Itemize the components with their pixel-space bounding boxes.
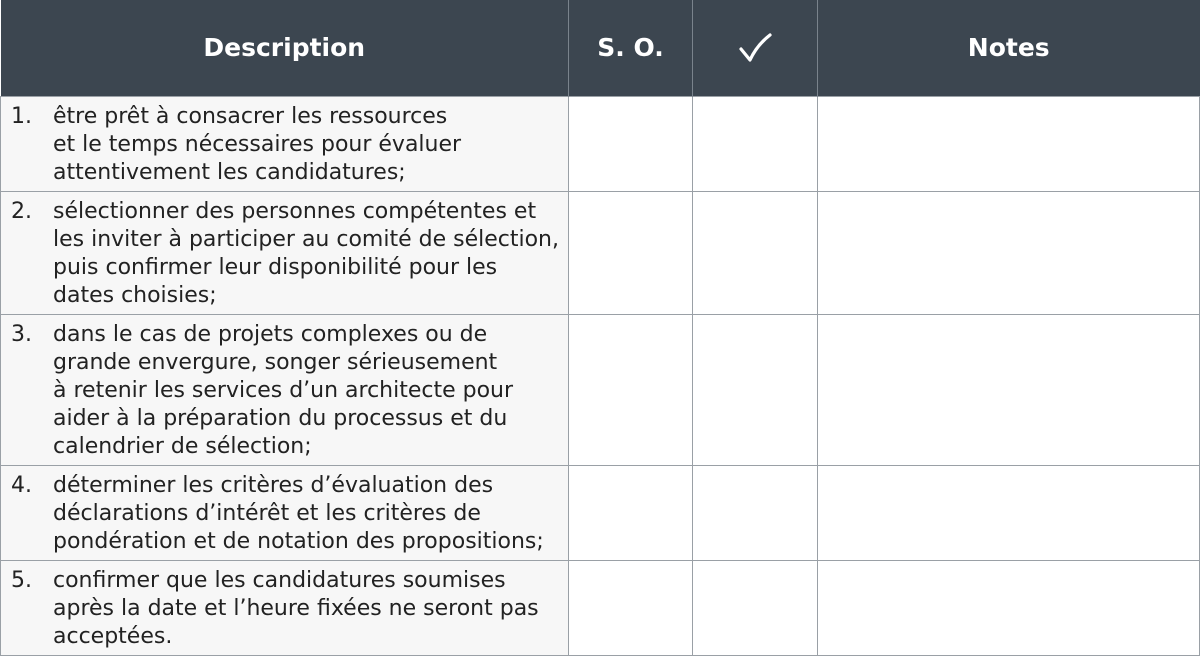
header-so: S. O. [569, 0, 693, 96]
item-text: être prêt à consacrer les ressources et le temps nécessaires pour évaluer attentivement les candidatures; [53, 103, 462, 185]
notes-cell[interactable] [818, 191, 1200, 314]
table-row [1, 191, 1200, 314]
item-text: confirmer que les candidatures soumises après la date et l’heure fixées ne seront pas acceptées. [53, 567, 539, 649]
description-cell [1, 191, 569, 314]
check-cell[interactable] [693, 314, 818, 465]
item-number: 3. [11, 321, 32, 347]
table-row [1, 560, 1200, 655]
table-row [1, 96, 1200, 191]
so-cell[interactable] [569, 465, 693, 560]
so-cell[interactable] [569, 560, 693, 655]
check-cell[interactable] [693, 96, 818, 191]
check-cell[interactable] [693, 191, 818, 314]
so-cell[interactable] [569, 191, 693, 314]
notes-cell[interactable] [818, 96, 1200, 191]
description-cell [1, 465, 569, 560]
description-cell [1, 96, 569, 191]
description-cell [1, 560, 569, 655]
so-cell[interactable] [569, 96, 693, 191]
table-row [1, 465, 1200, 560]
item-number: 4. [11, 472, 32, 498]
notes-cell[interactable] [818, 314, 1200, 465]
table-row [1, 314, 1200, 465]
header-description: Description [1, 0, 569, 96]
item-number: 1. [11, 103, 32, 129]
so-cell[interactable] [569, 314, 693, 465]
item-number: 5. [11, 567, 32, 593]
notes-cell[interactable] [818, 465, 1200, 560]
header-check [693, 0, 818, 96]
header-notes: Notes [818, 0, 1200, 96]
notes-cell[interactable] [818, 560, 1200, 655]
description-cell [1, 314, 569, 465]
header-row [1, 0, 1200, 96]
item-number: 2. [11, 198, 32, 224]
check-cell[interactable] [693, 560, 818, 655]
checkmark-icon [738, 32, 772, 61]
item-text: dans le cas de projets complexes ou de grande envergure, songer sérieusement à retenir les services d’un architecte pour aider à la préparation du processus et du calendrier de sélection; [53, 321, 514, 459]
check-cell[interactable] [693, 465, 818, 560]
item-text: sélectionner des personnes compétentes et les inviter à participer au comité de sélection, puis confirmer leur disponibilité pour les dates choisies; [53, 198, 559, 308]
item-text: déterminer les critères d’évaluation des déclarations d’intérêt et les critères de pondération et de notation des propositions; [53, 472, 544, 554]
